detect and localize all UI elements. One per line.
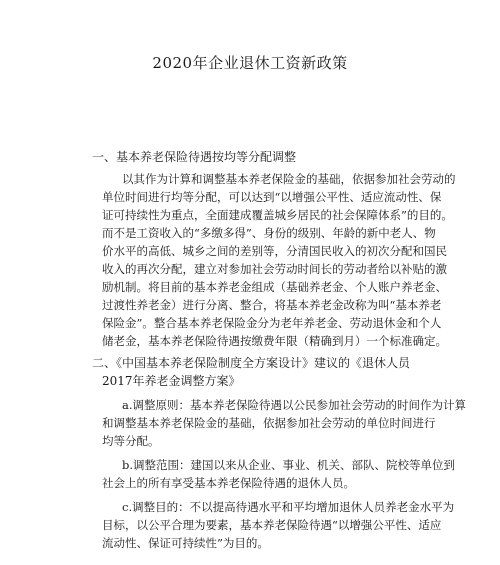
section-1-line-6: 收入的再次分配，建立对参加社会劳动时间长的劳动者给以补贴的激: [102, 262, 447, 276]
document-title: 2020年企业退休工资新政策: [152, 54, 348, 72]
para-c-line-1: c.调整目的：不以提高待遇水平和平均增加退休人员养老金水平为: [122, 500, 455, 514]
section-1-line-2: 单位时间进行均等分配，可以达到“以增强公平性、适应流动性、保: [102, 190, 442, 204]
para-c-line-2: 目标，以公平合理为要素，基本养老保险待遇“以增强公平性、适应: [102, 518, 442, 532]
section-1-line-10: 储老金，基本养老保险待遇按缴费年限（精确到月）一个标准确定。: [102, 334, 447, 348]
section-1-line-5: 价水平的高低、城乡之间的差别等，分清国民收入的初次分配和国民: [102, 244, 447, 258]
section-1-line-4: 而不是工资收入的“多缴多得”、身份的级别、年龄的新中老人、物: [102, 226, 436, 240]
section-1-line-1: 以其作为计算和调整基本养老保险金的基础，依据参加社会劳动的: [122, 172, 456, 186]
para-a-line-3: 均等分配。: [102, 434, 160, 448]
section-1-line-7: 励机制。将目前的基本养老金组成（基础养老金、个人账户养老金、: [102, 280, 447, 294]
section-1-line-9: 保险金”。整合基本养老保险金分为老年养老金、劳动退休金和个人: [102, 316, 442, 330]
para-a-line-2: 和调整基本养老保险金的基础，依据参加社会劳动的单位时间进行: [102, 416, 436, 430]
para-c-line-3: 流动性、保证可持续性”为目的。: [102, 536, 269, 550]
section-1-line-3: 证可持续性为重点，全面建成覆盖城乡居民的社会保障体系”的目的。: [102, 208, 453, 222]
section-2-heading-line-2: 2017年养老金调整方案》: [102, 374, 241, 388]
para-b-line-2: 社会上的所有享受基本养老保险待遇的退休人员。: [102, 476, 355, 490]
para-b-line-1: b.调整范围：建国以来从企业、事业、机关、部队、院校等单位到: [122, 458, 456, 472]
section-2-heading-line-1: 二、《中国基本养老保险制度全方案设计》建议的《退休人员: [92, 356, 411, 370]
para-a-line-1: a.调整原则：基本养老保险待遇以公民参加社会劳动的时间作为计算: [122, 398, 467, 412]
section-1-line-8: 过渡性养老金）进行分离、整合，将基本养老金改称为叫“基本养老: [102, 298, 442, 312]
section-1-heading: 一、基本养老保险待遇按均等分配调整: [92, 150, 297, 164]
